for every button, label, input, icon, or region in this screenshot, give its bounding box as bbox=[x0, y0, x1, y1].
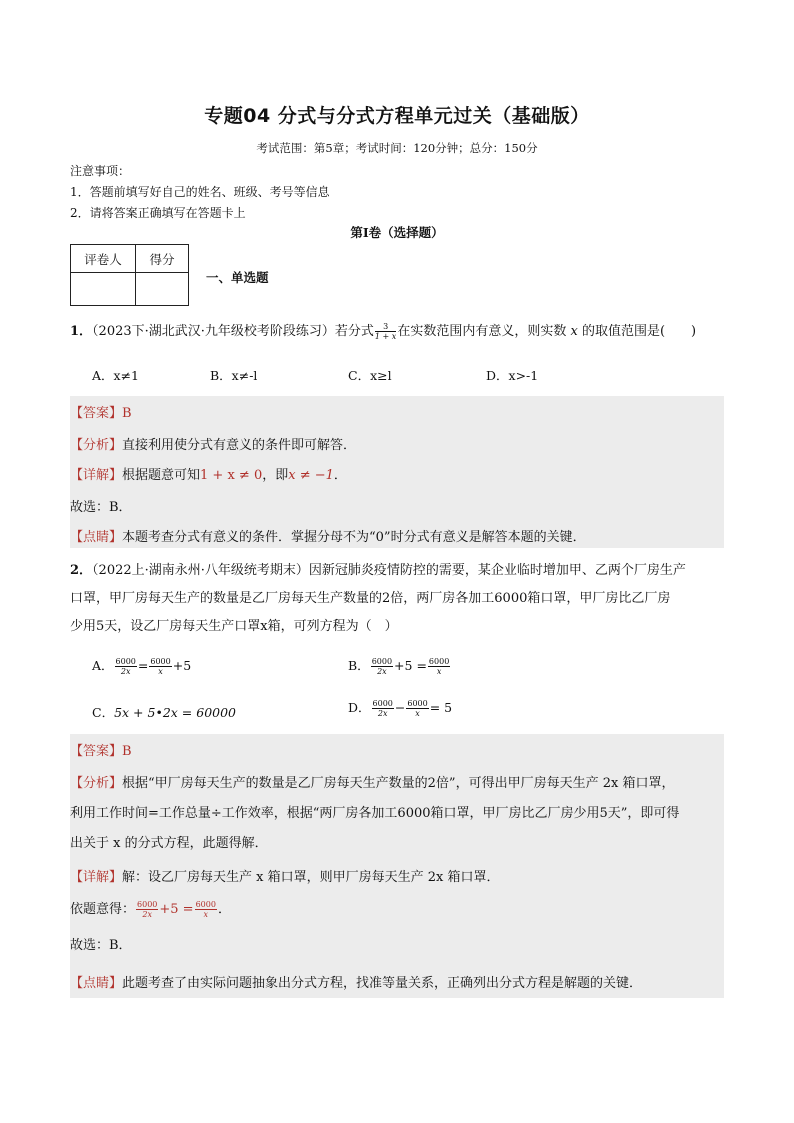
q2-analysis-line-1: 【分析】根据“甲厂房每天生产的数量是乙厂房每天生产数量的2倍”，可得出甲厂房每天生产 2x 箱口罩， bbox=[70, 776, 675, 791]
q2-option-a: A． $\frac{6000}{2x}$ = $\frac{6000}{x}$ +5 bbox=[92, 657, 192, 676]
question-2-line-3: 少用5天，设乙厂房每天生产口罩x箱，可列方程为（ ） bbox=[70, 619, 398, 634]
question-2-line-2: 口罩，甲厂房每天生产的数量是乙厂房每天生产数量的2倍，两厂房各加工6000箱口罩，甲厂房比乙厂房 bbox=[70, 591, 671, 606]
q1-answer: 【答案】B bbox=[70, 406, 132, 421]
q2-choose: 故选：B． bbox=[70, 938, 132, 953]
q1-comment: 【点睛】本题考查分式有意义的条件．掌握分母不为“0”时分式有意义是解答本题的关键． bbox=[70, 530, 586, 545]
question-1-text: 若分式 bbox=[334, 324, 374, 339]
q2-option-b: B． $\frac{6000}{2x}$ +5 = $\frac{6000}{x}$ bbox=[348, 657, 450, 676]
q2-option-c: C．5x + 5•2x = 60000 bbox=[92, 705, 237, 720]
score-table-score-header: 得分 bbox=[136, 245, 189, 273]
q2-answer-block bbox=[70, 734, 724, 998]
q1-option-b: B．x≠-l bbox=[210, 368, 258, 383]
q1-detail: 【详解】根据题意可知1 + x ≠ 0，即x ≠ −1． bbox=[70, 468, 347, 483]
q1-option-d: D．x>-1 bbox=[486, 368, 539, 383]
score-table-score-cell bbox=[136, 273, 189, 306]
q1-option-c: C．x≥l bbox=[348, 368, 392, 383]
score-table-grader-header: 评卷人 bbox=[71, 245, 136, 273]
q2-option-d: D． $\frac{6000}{2x}$ − $\frac{6000}{x}$ = 5 bbox=[348, 699, 453, 718]
notice-item-1: 1．答题前填写好自己的姓名、班级、考号等信息 bbox=[70, 185, 330, 199]
q2-equation: 依题意得： $\frac{6000}{2x}$ +5 = $\frac{6000}{x}$ ． bbox=[70, 900, 231, 919]
q2-analysis-line-2: 利用工作时间=工作总量÷工作效率，根据“两厂房各加工6000箱口罩，甲厂房比乙厂房少用5天”，即可得 bbox=[70, 806, 680, 821]
score-table bbox=[70, 244, 189, 306]
notice-item-2: 2．请将答案正确填写在答题卡上 bbox=[70, 206, 246, 220]
question-2 bbox=[70, 557, 730, 641]
q2-answer: 【答案】B bbox=[70, 744, 132, 759]
question-1-number: 1． bbox=[70, 324, 93, 339]
page-title: 专题04 分式与分式方程单元过关（基础版） bbox=[204, 105, 590, 127]
q1-choose: 故选：B． bbox=[70, 500, 132, 515]
q2-analysis-line-3: 出关于 x 的分式方程，此题得解． bbox=[70, 836, 268, 851]
q1-answer-block bbox=[70, 396, 724, 548]
notice-heading: 注意事项： bbox=[70, 164, 131, 178]
q1-analysis: 【分析】直接利用使分式有意义的条件即可解答． bbox=[70, 438, 357, 453]
question-2-line-1: 2．（2022上·湖南永州·八年级统考期末）因新冠肺炎疫情防控的需要，某企业临时增加甲、乙两个厂房生产 bbox=[70, 563, 686, 578]
section-title: 一、单选题 bbox=[206, 270, 269, 285]
question-1-fraction: $\frac{3}{1 + x}$ bbox=[374, 322, 397, 341]
score-table-grader-cell bbox=[71, 273, 136, 306]
question-1: 1．（2023下·湖北武汉·九年级校考阶段练习）若分式 $\frac{3}{1 + x}$ 在实数范围内有意义，则实数 x 的取值范围是( ) bbox=[70, 322, 697, 341]
q1-option-a: A．x≠1 bbox=[92, 368, 140, 383]
volume-title: 第I卷（选择题） bbox=[350, 225, 444, 240]
question-1-source: （2023下·湖北武汉·九年级校考阶段练习） bbox=[92, 324, 335, 339]
exam-info: 考试范围：第5章；考试时间：120分钟；总分：150分 bbox=[256, 141, 538, 155]
q2-comment: 【点睛】此题考查了由实际问题抽象出分式方程，找准等量关系，正确列出分式方程是解题的关键． bbox=[70, 976, 643, 991]
q2-detail: 【详解】解：设乙厂房每天生产 x 箱口罩，则甲厂房每天生产 2x 箱口罩． bbox=[70, 870, 500, 885]
